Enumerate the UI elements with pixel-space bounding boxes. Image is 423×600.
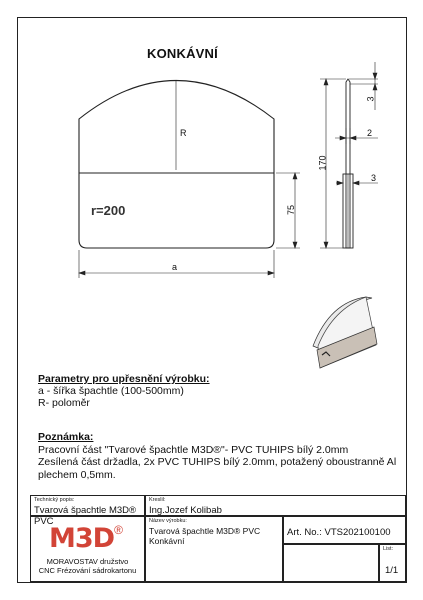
dim-3-top-label: 3 bbox=[365, 96, 376, 102]
company-name: MORAVOSTAV družstvo bbox=[46, 557, 129, 566]
product-name-line2: Konkávní bbox=[149, 536, 185, 546]
radius-value: r=200 bbox=[91, 203, 126, 218]
note-line: Zesílená část držadla, 2x PVC TUHIPS bílý 2.0mm, potažený oboustranně Al bbox=[38, 456, 397, 468]
product-name-label: Název výrobku: bbox=[149, 518, 187, 524]
art-no: Art. No.: VTS202100100 bbox=[287, 527, 391, 538]
drawn-by-value: Ing.Jozef Kolibab bbox=[149, 505, 222, 516]
product-name-line1: Tvarová špachtle M3D® PVC bbox=[149, 526, 261, 536]
drawn-by-label: Kreslil: bbox=[149, 497, 166, 503]
tech-description-cell bbox=[30, 495, 145, 527]
width-label: a bbox=[172, 262, 178, 272]
art-no-cell bbox=[283, 516, 406, 544]
sheet-cell bbox=[379, 544, 406, 582]
blank-cell bbox=[283, 544, 379, 582]
dim-75-label: 75 bbox=[286, 204, 297, 216]
note-section bbox=[38, 431, 398, 481]
title-block bbox=[30, 495, 406, 582]
logo-cell bbox=[30, 516, 145, 582]
drawn-by-cell bbox=[145, 495, 406, 516]
sheet-label: List: bbox=[383, 546, 394, 552]
spatula-front-outline bbox=[79, 81, 274, 249]
company-tagline: CNC Frézování sádrokartonu bbox=[38, 566, 137, 575]
note-heading: Poznámka: bbox=[38, 431, 94, 443]
m3d-logo: M3D® bbox=[49, 523, 123, 554]
dim-170-label: 170 bbox=[317, 155, 328, 171]
note-line: plechem 0,5mm. bbox=[38, 468, 116, 481]
sheet-value: 1/1 bbox=[385, 565, 399, 576]
dim-3-mid-label: 3 bbox=[371, 173, 377, 183]
dim-2-label: 2 bbox=[367, 128, 373, 138]
tech-value: Tvarová špachtle M3D® PVC bbox=[34, 505, 137, 527]
spatula-3d-preview bbox=[313, 297, 377, 368]
parameters-line: a - šířka špachtle (100-500mm) bbox=[38, 385, 184, 397]
parameters-line: R- poloměr bbox=[38, 397, 90, 409]
parameters-heading: Parametry pro upřesnění výrobku: bbox=[38, 373, 210, 385]
radius-label: R bbox=[180, 128, 187, 138]
parameters-section bbox=[38, 373, 210, 409]
note-line: Pracovní část "Tvarové špachtle M3D®"- PVC TUHIPS bílý 2.0mm bbox=[38, 443, 349, 456]
tech-label: Technický popis: bbox=[34, 497, 75, 503]
product-name-cell bbox=[145, 516, 283, 582]
drawing-title: KONKÁVNÍ bbox=[147, 46, 218, 61]
